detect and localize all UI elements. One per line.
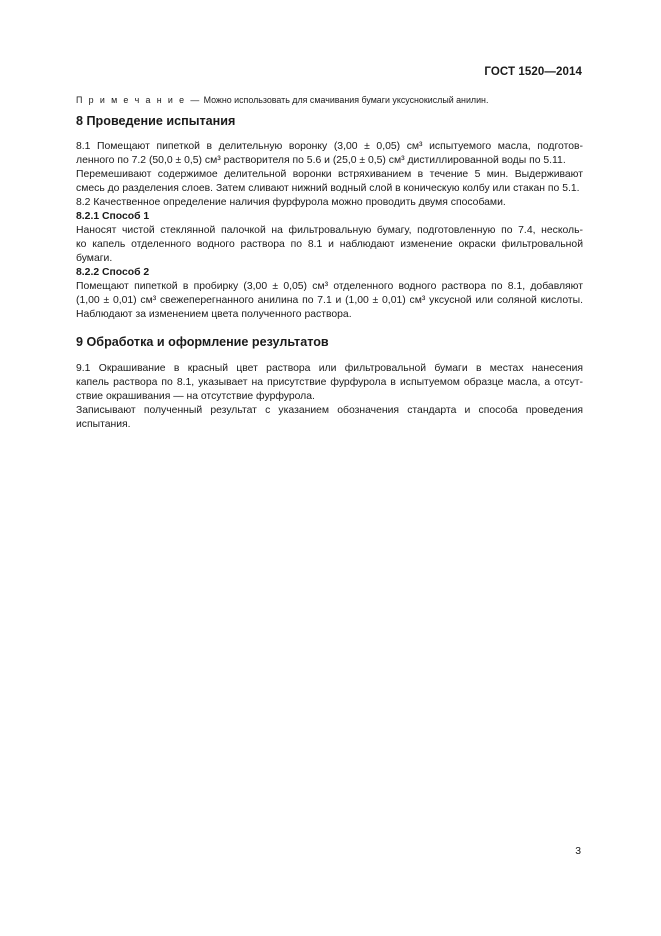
text-line: испытания.: [76, 419, 131, 430]
text-line: Записывают полученный результат с указанием обозначения стандарта и способа проведения: [76, 405, 583, 416]
text-line: Наблюдают за изменением цвета полученного раствора.: [76, 309, 352, 320]
text-line: 9.1 Окрашивание в красный цвет раствора или фильтровальной бумаги в местах нанесения: [76, 363, 583, 374]
note-text: Можно использовать для смачивания бумаги уксуснокислый анилин.: [201, 95, 489, 105]
paragraph-8-1-mixing: [76, 168, 583, 196]
paragraph-9-2: [76, 404, 583, 432]
text-line: Помещают пипеткой в пробирку (3,00 ± 0,05) см³ отделенного водного раствора по 8.1, добавляют: [76, 281, 583, 292]
standard-header: ГОСТ 1520—2014: [484, 66, 582, 78]
text-line: капель раствора по 8.1, указывает на присутствие фурфурола в испытуемом образце масла, а отсут-: [76, 377, 583, 388]
text-line: ствие окрашивания — на отсутствие фурфурола.: [76, 391, 315, 402]
paragraph-8-2-2: [76, 280, 583, 322]
section-8-title: 8 Проведение испытания: [76, 114, 236, 128]
paragraph-8-2: [76, 196, 583, 210]
note: [76, 94, 583, 106]
paragraph-8-2-1: [76, 224, 583, 266]
text-line: 8.1 Помещают пипеткой в делительную воронку (3,00 ± 0,05) см³ испытуемого масла, подготов-: [76, 141, 583, 152]
subsection-8-2-1-title: 8.2.1 Способ 1: [76, 211, 150, 222]
text-line: (1,00 ± 0,01) см³ свежеперегнанного анилина по 7.1 и (1,00 ± 0,01) см³ уксусной или соляной кислоты.: [76, 295, 583, 306]
page-number: 3: [575, 846, 581, 857]
subsection-8-2-2-title: 8.2.2 Способ 2: [76, 267, 150, 278]
paragraph-9-1: [76, 362, 583, 404]
text-line: смесь до разделения слоев. Затем сливают нижний водный слой в коническую колбу или стакан по 5.1.: [76, 183, 580, 194]
page-content: [76, 94, 583, 432]
text-line: Перемешивают содержимое делительной воронки встряхиванием в течение 5 мин. Выдерживают: [76, 169, 583, 180]
text-line: бумаги.: [76, 253, 113, 264]
text-line: ленного по 7.2 (50,0 ± 0,5) см³ растворителя по 5.6 и (25,0 ± 0,5) см³ дистиллированной воды по 5.11.: [76, 155, 566, 166]
text-line: ко капель отделенного водного раствора по 8.1 и наблюдают изменение окраски фильтровальной: [76, 239, 583, 250]
paragraph-8-1: [76, 140, 583, 168]
text-line: 8.2 Качественное определение наличия фурфурола можно проводить двумя способами.: [76, 197, 506, 208]
text-line: Наносят чистой стеклянной палочкой на фильтровальную бумагу, подготовленную по 7.4, несколь-: [76, 225, 583, 236]
section-9-title: 9 Обработка и оформление результатов: [76, 335, 329, 349]
note-label: П р и м е ч а н и е —: [76, 95, 202, 105]
